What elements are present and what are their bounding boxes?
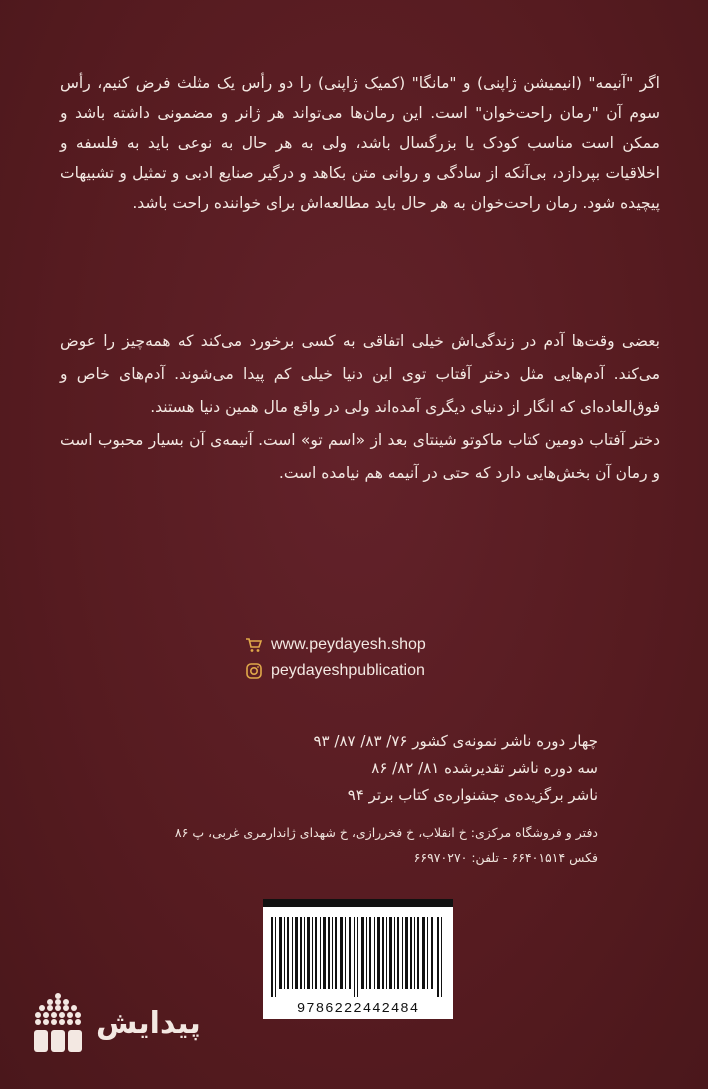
award-line: سه دوره ناشر تقدیرشده ۸۱/ ۸۲/ ۸۶ — [371, 759, 598, 777]
award-line: چهار دوره ناشر نمونه‌ی کشور ۷۶/ ۸۳/ ۸۷/ ۹۳ — [313, 732, 598, 750]
phone-fax-line: فکس ۶۶۴۰۱۵۱۴ - تلفن: ۶۶۹۷۰۲۷۰ — [413, 850, 598, 865]
summary-paragraph: بعضی وقت‌ها آدم در زندگی‌اش خیلی اتفاقی به کسی برخورد می‌کند که همه‌چیز را عوض می‌کند. آدم‌هایی مثل دختر آفتاب توی این دنیا خیلی کم پیدا می‌شوند. آدم‌های خاص و فوق‌العاده‌ای که انگار از دنیای دیگری آمده‌اند ولی در واقع مال همین دنیا هستند. — [60, 332, 660, 416]
publisher-awards — [313, 728, 598, 809]
logo-mark-icon — [30, 990, 86, 1056]
author-paragraph: دختر آفتاب دومین کتاب ماکوتو شینتای بعد از «اسم تو» است. آنیمه‌ی آن بسیار محبوب است و رمان آن بخش‌هایی دارد که حتی در آنیمه هم نیامده است. — [60, 431, 660, 482]
shopping-cart-icon — [245, 636, 263, 654]
instagram-row[interactable] — [245, 658, 426, 684]
address-line: دفتر و فروشگاه مرکزی: خ انقلاب، خ فخررازی، خ شهدای ژاندارمری غربی، پ ۸۶ — [174, 825, 598, 840]
barcode-bars — [271, 917, 445, 997]
instagram-icon — [245, 662, 263, 680]
publisher-logo — [30, 990, 201, 1056]
isbn-digits: 9786222442484 — [296, 1001, 420, 1017]
publisher-address — [175, 820, 598, 870]
summary-section — [60, 325, 660, 490]
publisher-links — [245, 632, 426, 684]
logo-wordmark: پیدایش — [96, 1005, 201, 1041]
award-line: ناشر برگزیده‌ی جشنواره‌ی کتاب برتر ۹۴ — [347, 786, 598, 804]
instagram-link[interactable]: peydayeshpublication — [271, 662, 425, 679]
website-row[interactable] — [245, 632, 426, 658]
isbn-barcode — [263, 899, 453, 1019]
intro-paragraph: اگر "آنیمه" (انیمیشن ژاپنی) و "مانگا" (کمیک ژاپنی) را دو رأس یک مثلث فرض کنیم، رأس سوم آن "رمان راحت‌خوان" است. این رمان‌ها می‌تواند هر ژانر و مضمونی داشته باشد و ممکن است مناسب کودک یا بزرگسال باشد، ولی به هر حال به نوعی باید به فلسفه و اخلاقیات بپردازد، بی‌آنکه از سادگی و روانی متن بکاهد و درگیر صنایع ادبی و تمثیل و تشبیهات پیچیده شود. رمان راحت‌خوان به هر حال باید مطالعه‌اش برای خواننده راحت باشد. — [60, 74, 660, 212]
website-link[interactable]: www.peydayesh.shop — [271, 636, 426, 653]
